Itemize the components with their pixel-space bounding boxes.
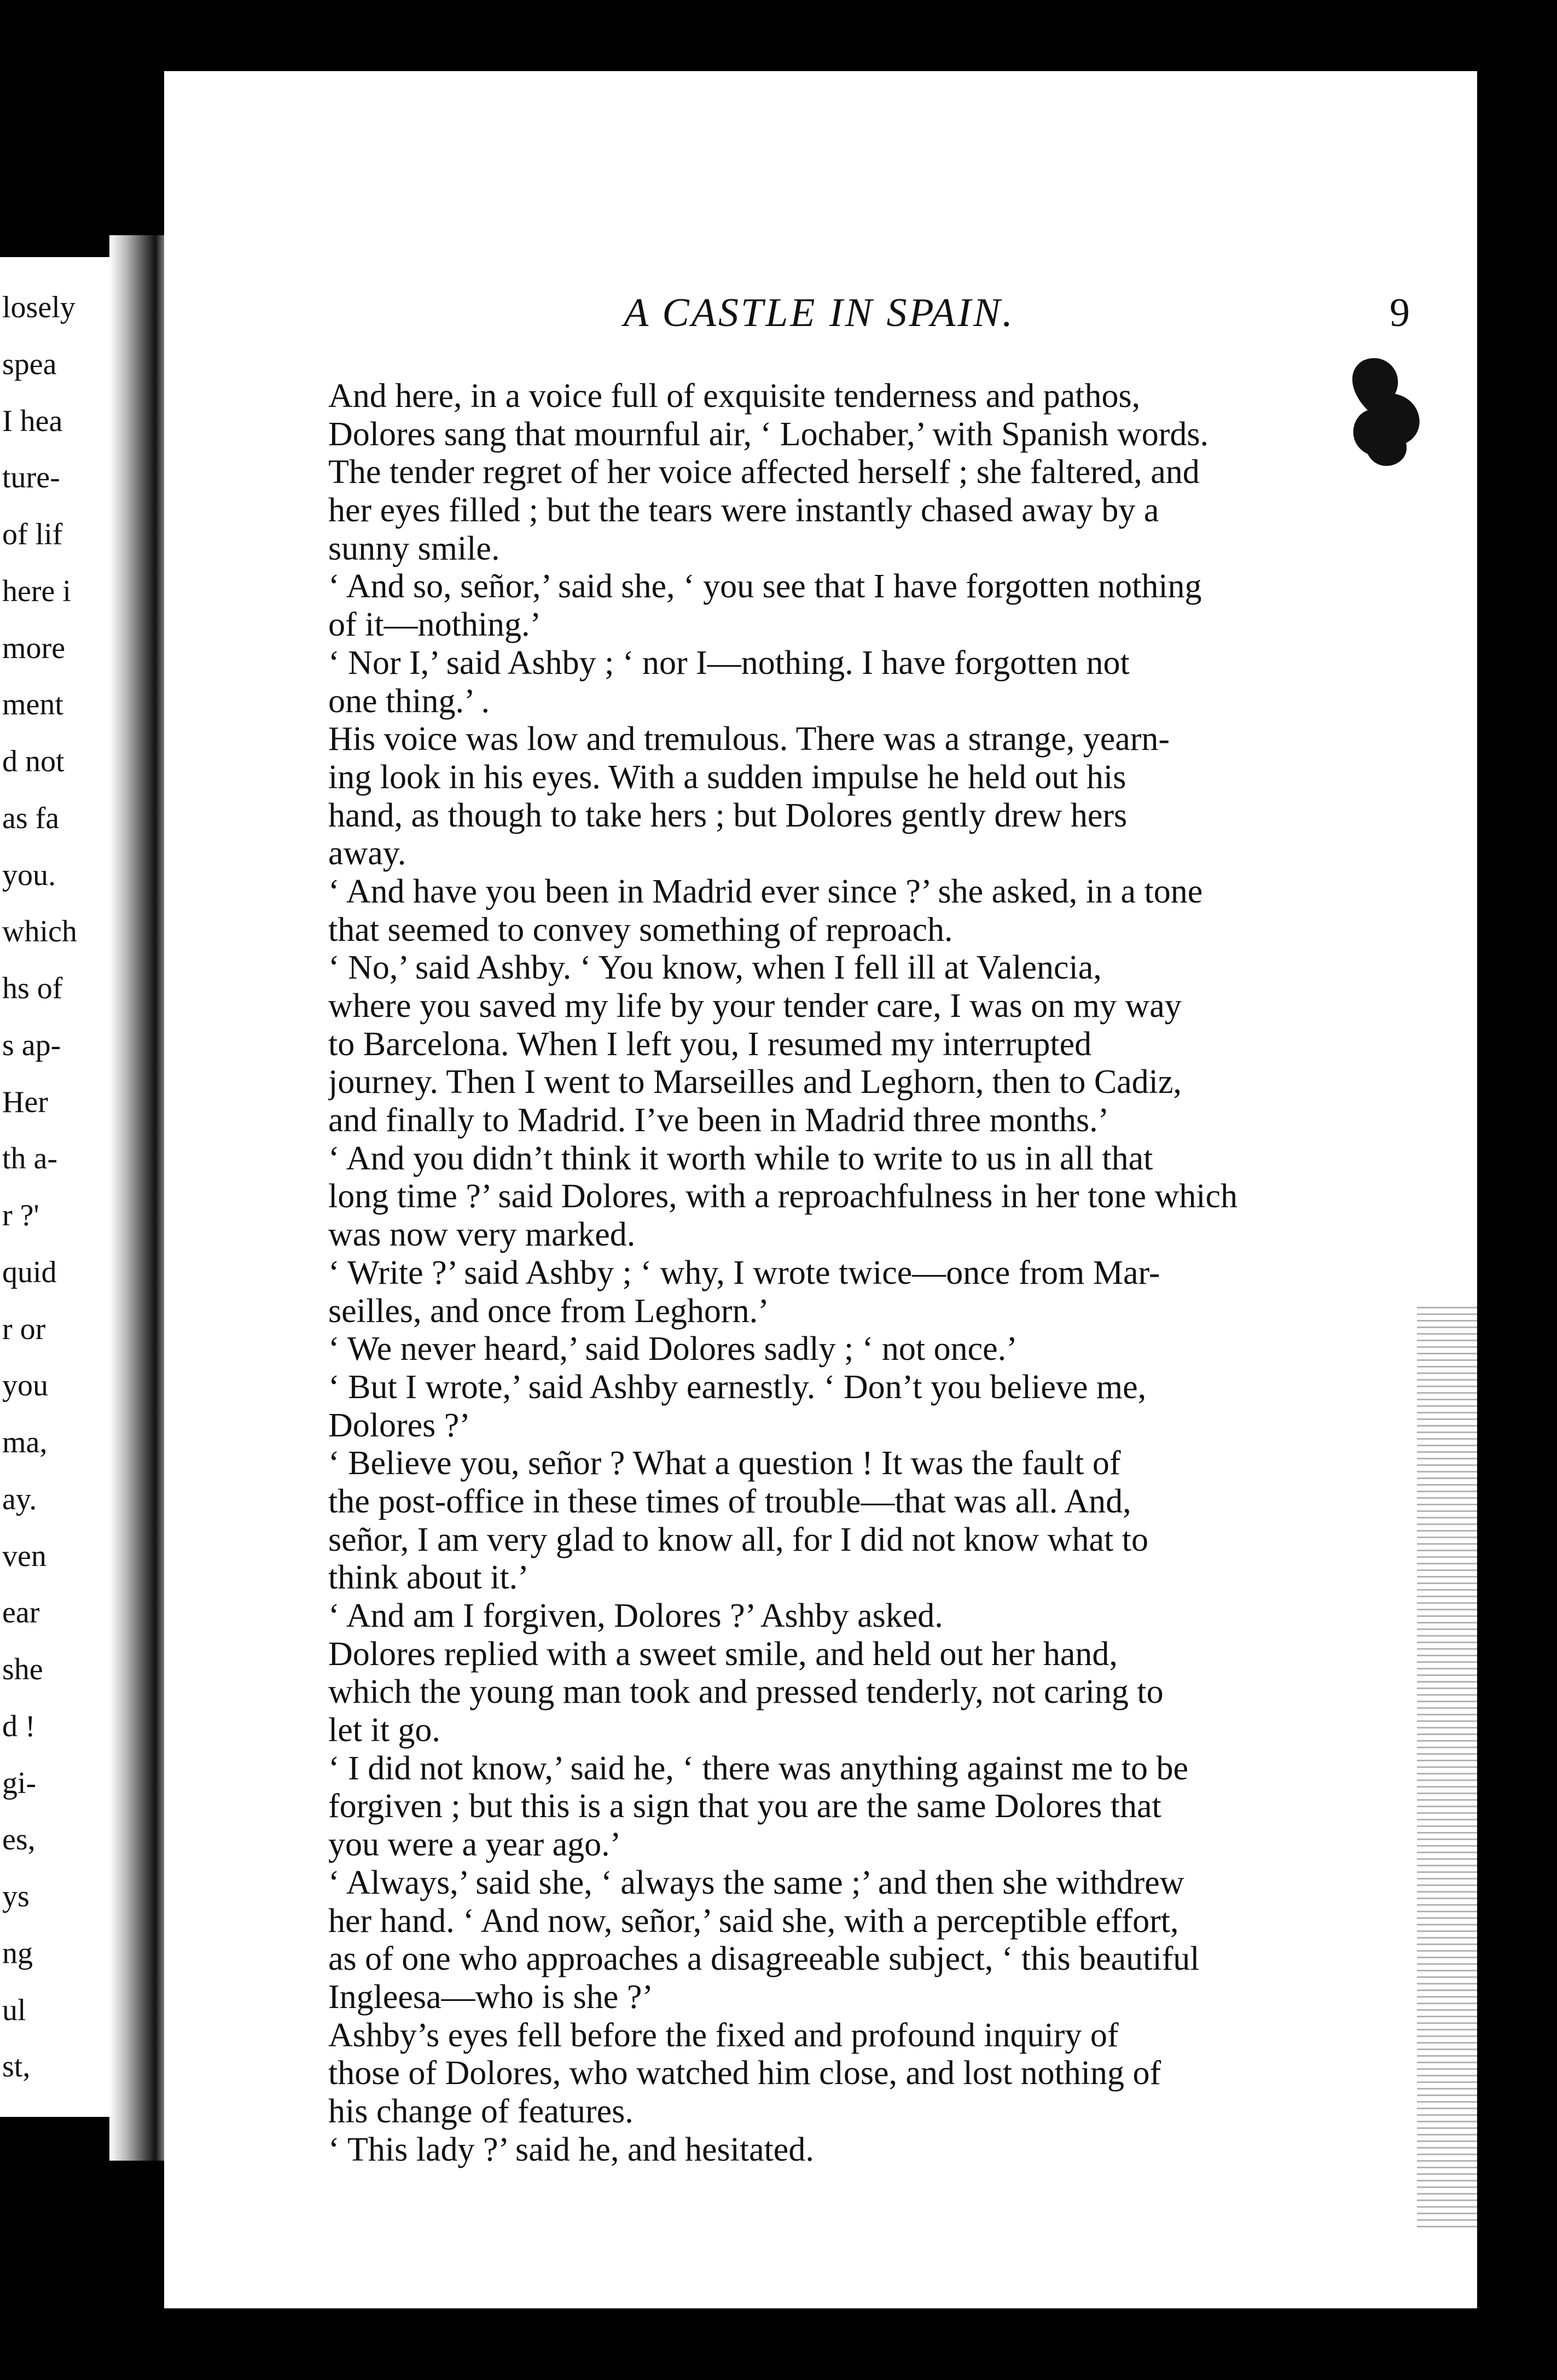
page-number: 9 bbox=[1390, 290, 1410, 335]
text-line: Dolores ?’ bbox=[328, 1406, 470, 1444]
text-line: his change of features. bbox=[328, 2092, 634, 2130]
text-line: away. bbox=[328, 835, 406, 872]
facing-page-text: as fa bbox=[2, 801, 60, 835]
text-line: ‘ And have you been in Madrid ever since ?’ she asked, in a tone bbox=[328, 872, 1203, 910]
facing-page-text: here i bbox=[2, 574, 71, 608]
text-line: one thing.’ . bbox=[328, 682, 490, 720]
facing-page-text: gi- bbox=[2, 1766, 37, 1800]
facing-page-text: more bbox=[2, 631, 66, 665]
running-head: A CASTLE IN SPAIN. bbox=[624, 290, 1015, 335]
text-line: the post-office in these times of trouble—that was all. And, bbox=[328, 1482, 1131, 1520]
facing-page-text: ay. bbox=[2, 1482, 37, 1516]
text-line: long time ?’ said Dolores, with a reproachfulness in her tone which bbox=[328, 1178, 1238, 1215]
facing-page-text: she bbox=[2, 1652, 43, 1686]
facing-page-text: ys bbox=[2, 1879, 30, 1913]
text-line: of it—nothing.’ bbox=[328, 606, 542, 644]
text-line: ‘ And so, señor,’ said she, ‘ you see that I have forgotten nothing bbox=[328, 568, 1202, 606]
facing-page-text: ma, bbox=[2, 1425, 48, 1459]
facing-page-text: losely bbox=[2, 290, 75, 324]
text-line: you were a year ago.’ bbox=[328, 1826, 621, 1864]
text-line: her eyes filled ; but the tears were instantly chased away by a bbox=[328, 492, 1159, 529]
text-line: Dolores sang that mournful air, ‘ Lochaber,’ with Spanish words. bbox=[328, 415, 1209, 453]
facing-page-text: I hea bbox=[2, 404, 63, 438]
text-line: that seemed to convey something of reproach. bbox=[328, 911, 953, 948]
text-line: ‘ And am I forgiven, Dolores ?’ Ashby asked. bbox=[328, 1597, 943, 1634]
facing-page-text: es, bbox=[2, 1823, 36, 1857]
facing-page-text: quid bbox=[2, 1255, 57, 1289]
text-line: ‘ Always,’ said she, ‘ always the same ;’ and then she withdrew bbox=[328, 1864, 1184, 1901]
text-line: which the young man took and pressed tenderly, not caring to bbox=[328, 1673, 1164, 1711]
text-line: hand, as though to take hers ; but Dolores gently drew hers bbox=[328, 796, 1128, 834]
facing-page-text: you. bbox=[2, 858, 56, 892]
text-line: The tender regret of her voice affected herself ; she faltered, and bbox=[328, 453, 1200, 491]
text-line: and finally to Madrid. I’ve been in Madrid three months.’ bbox=[328, 1102, 1109, 1139]
facing-page-text: ng bbox=[2, 1936, 33, 1970]
text-line: ‘ This lady ?’ said he, and hesitated. bbox=[328, 2131, 814, 2168]
text-line: was now very marked. bbox=[328, 1216, 636, 1254]
text-line: let it go. bbox=[328, 1712, 440, 1749]
text-line: ‘ Write ?’ said Ashby ; ‘ why, I wrote twice—once from Mar- bbox=[328, 1254, 1160, 1291]
text-line: journey. Then I went to Marseilles and Leghorn, then to Cadiz, bbox=[328, 1063, 1182, 1101]
facing-page-text: hs of bbox=[2, 971, 63, 1005]
page-edge-texture bbox=[1417, 1302, 1477, 2232]
text-line: ‘ No,’ said Ashby. ‘ You know, when I fell ill at Valencia, bbox=[328, 949, 1102, 987]
facing-page-text: r or bbox=[2, 1312, 46, 1346]
ink-blot-icon bbox=[1346, 350, 1433, 476]
facing-page-text: spea bbox=[2, 347, 57, 381]
facing-page-text: Her bbox=[2, 1085, 48, 1119]
text-line: her hand. ‘ And now, señor,’ said she, with a perceptible effort, bbox=[328, 1902, 1179, 1940]
text-line: ‘ We never heard,’ said Dolores sadly ; ‘ not once.’ bbox=[328, 1330, 1018, 1368]
text-line: forgiven ; but this is a sign that you are the same Dolores that bbox=[328, 1788, 1161, 1825]
facing-page-text: ear bbox=[2, 1596, 40, 1630]
text-line: Ingleesa—who is she ?’ bbox=[328, 1978, 653, 2016]
text-line: sunny smile. bbox=[328, 529, 500, 567]
text-line: Ashby’s eyes fell before the fixed and profound inquiry of bbox=[328, 2016, 1119, 2054]
text-line: seilles, and once from Leghorn.’ bbox=[328, 1292, 769, 1330]
text-line: His voice was low and tremulous. There was a strange, yearn- bbox=[328, 720, 1170, 758]
text-line: as of one who approaches a disagreeable subject, ‘ this beautiful bbox=[328, 1940, 1200, 1978]
body-text bbox=[328, 377, 1422, 2169]
text-line: ing look in his eyes. With a sudden impulse he held out his bbox=[328, 758, 1126, 796]
facing-page-text: ul bbox=[2, 1993, 26, 2027]
facing-page-text: th a- bbox=[2, 1142, 58, 1176]
text-line: Dolores replied with a sweet smile, and held out her hand, bbox=[328, 1635, 1118, 1673]
facing-page-text: ven bbox=[2, 1539, 47, 1573]
text-line: ‘ And you didn’t think it worth while to write to us in all that bbox=[328, 1139, 1153, 1177]
facing-page-text: you bbox=[2, 1369, 48, 1403]
facing-page-text: which bbox=[2, 915, 77, 948]
facing-page-text: ture- bbox=[2, 461, 60, 494]
text-line: ‘ But I wrote,’ said Ashby earnestly. ‘ Don’t you believe me, bbox=[328, 1368, 1147, 1406]
facing-page-text: r ?' bbox=[2, 1198, 39, 1232]
text-line: And here, in a voice full of exquisite tenderness and pathos, bbox=[328, 377, 1141, 415]
facing-page-text: ment bbox=[2, 688, 63, 721]
text-line: to Barcelona. When I left you, I resumed my interrupted bbox=[328, 1025, 1092, 1063]
book-page bbox=[164, 71, 1477, 2308]
facing-page-text: s ap- bbox=[2, 1028, 61, 1062]
text-line: ‘ Believe you, señor ? What a question ! It was the fault of bbox=[328, 1445, 1121, 1482]
facing-page-text: of lif bbox=[2, 517, 63, 551]
facing-page-text: d ! bbox=[2, 1709, 36, 1743]
facing-page-text: d not bbox=[2, 744, 65, 778]
text-line: ‘ Nor I,’ said Ashby ; ‘ nor I—nothing. I have forgotten not bbox=[328, 644, 1130, 682]
text-line: señor, I am very glad to know all, for I did not know what to bbox=[328, 1521, 1148, 1558]
text-line: think about it.’ bbox=[328, 1559, 529, 1597]
text-line: those of Dolores, who watched him close, and lost nothing of bbox=[328, 2055, 1161, 2092]
facing-page-text: st, bbox=[2, 2050, 31, 2084]
text-line: where you saved my life by your tender care, I was on my way bbox=[328, 987, 1182, 1025]
text-line: ‘ I did not know,’ said he, ‘ there was anything against me to be bbox=[328, 1749, 1188, 1787]
